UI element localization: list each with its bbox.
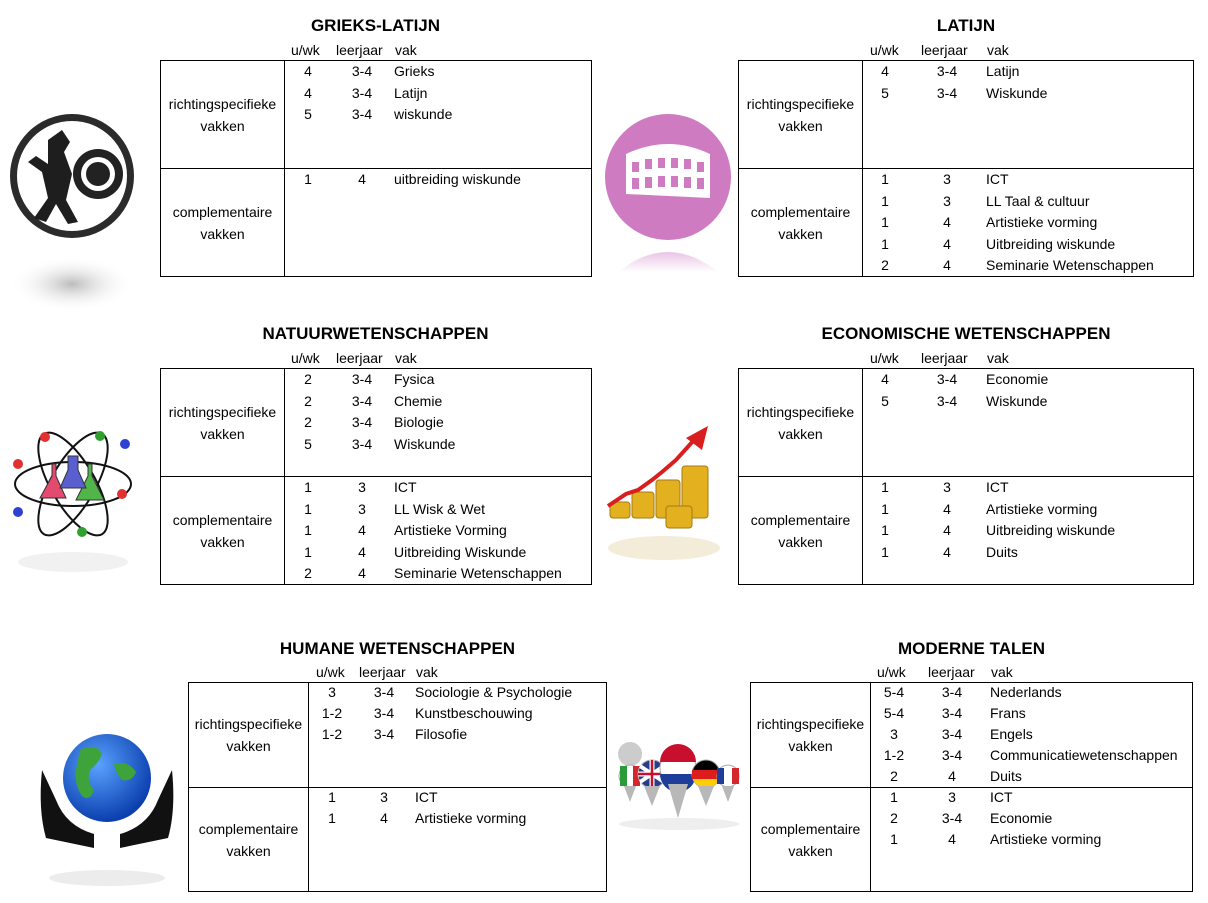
cell-uwk: 1 — [304, 171, 312, 187]
cell-leerjaar: 3-4 — [351, 392, 373, 409]
label-line: vakken — [200, 225, 245, 242]
cell-vak: uitbreiding wiskunde — [394, 171, 521, 187]
header-leerjaar: leerjaar — [336, 350, 383, 366]
cell-vak: LL Taal & cultuur — [986, 192, 1090, 209]
cell-leerjaar: 3-4 — [351, 84, 373, 101]
header-uwk: u/wk — [870, 350, 899, 366]
cell-uwk: 2 — [304, 371, 312, 387]
label-line: richtingspecifieke — [746, 403, 855, 420]
cell-uwk: 5 — [881, 84, 889, 101]
label-complementaire — [189, 788, 308, 892]
cell-leerjaar: 3-4 — [351, 435, 373, 452]
header-uwk: u/wk — [291, 350, 320, 366]
header-leerjaar: leerjaar — [336, 42, 383, 58]
cell-uwk: 1 — [328, 789, 336, 805]
cell-leerjaar: 4 — [943, 543, 951, 560]
cell-leerjaar: 4 — [943, 257, 951, 274]
cell-vak: Seminarie Wetenschappen — [986, 257, 1154, 274]
label-complementaire — [751, 788, 870, 892]
header-vak: vak — [987, 42, 1009, 58]
header-vak: vak — [416, 664, 438, 680]
cell-uwk: 1-2 — [321, 726, 343, 742]
cell-vak: Artistieke vorming — [986, 214, 1098, 231]
label-line: vakken — [200, 425, 245, 442]
cell-leerjaar: 3 — [358, 500, 366, 517]
cell-vak: Duits — [986, 543, 1018, 560]
cell-vak: Engels — [990, 726, 1033, 742]
cell-uwk: 1 — [881, 214, 889, 231]
header-leerjaar: leerjaar — [359, 664, 406, 680]
cell-vak: ICT — [990, 789, 1013, 805]
label-line: richtingspecifieke — [194, 716, 303, 732]
cell-vak: Wiskunde — [986, 392, 1048, 409]
cell-leerjaar: 3-4 — [373, 726, 395, 742]
cell-leerjaar: 3 — [948, 789, 956, 805]
cell-leerjaar: 4 — [943, 214, 951, 231]
cell-uwk: 1 — [304, 543, 312, 560]
header-leerjaar: leerjaar — [921, 350, 968, 366]
greek-warrior-icon — [6, 112, 138, 317]
label-richtingspecifieke — [739, 369, 862, 476]
cell-vak: ICT — [986, 479, 1009, 495]
cell-leerjaar: 3-4 — [373, 684, 395, 700]
label-line: vakken — [778, 225, 823, 242]
cell-leerjaar: 3-4 — [936, 392, 958, 409]
label-line: complementaire — [750, 203, 851, 220]
globe-hands-icon — [36, 730, 178, 890]
cell-uwk: 3 — [328, 684, 336, 700]
cell-vak: Uitbreiding wiskunde — [986, 522, 1116, 539]
label-line: complementaire — [760, 821, 861, 837]
cell-leerjaar: 3 — [943, 192, 951, 209]
cell-vak: Artistieke vorming — [986, 500, 1098, 517]
label-line: vakken — [200, 533, 245, 550]
section-title: NATUURWETENSCHAPPEN — [262, 324, 489, 343]
header-vak: vak — [987, 350, 1009, 366]
cell-leerjaar: 4 — [943, 500, 951, 517]
header-vak: vak — [991, 664, 1013, 680]
cell-uwk: 1 — [881, 192, 889, 209]
cell-uwk: 5 — [304, 106, 312, 123]
label-line: vakken — [778, 533, 823, 550]
header-leerjaar: leerjaar — [921, 42, 968, 58]
cell-leerjaar: 3-4 — [941, 684, 963, 700]
cell-vak: Sociologie & Psychologie — [415, 684, 573, 700]
science-atom-flasks-icon — [10, 412, 136, 578]
label-complementaire — [161, 477, 284, 584]
cell-uwk: 1 — [881, 479, 889, 495]
cell-vak: Filosofie — [415, 726, 468, 742]
cell-uwk: 4 — [304, 84, 312, 101]
cell-leerjaar: 3 — [358, 479, 366, 495]
cell-vak: Latijn — [986, 63, 1020, 79]
cell-leerjaar: 3 — [380, 789, 388, 805]
cell-uwk: 1 — [890, 831, 898, 847]
cell-uwk: 5-4 — [883, 684, 905, 700]
cell-uwk: 4 — [881, 63, 889, 79]
label-complementaire — [739, 169, 862, 276]
cell-leerjaar: 4 — [358, 522, 366, 539]
cell-uwk: 2 — [304, 392, 312, 409]
cell-leerjaar: 3-4 — [351, 106, 373, 123]
cell-leerjaar: 3-4 — [936, 84, 958, 101]
cell-leerjaar: 3-4 — [941, 810, 963, 826]
cell-uwk: 2 — [890, 810, 898, 826]
cell-vak: Biologie — [394, 414, 444, 431]
cell-uwk: 5-4 — [883, 705, 905, 721]
cell-leerjaar: 4 — [380, 810, 388, 826]
label-line: richtingspecifieke — [756, 716, 865, 732]
cell-uwk: 1 — [881, 235, 889, 252]
cell-uwk: 1 — [304, 522, 312, 539]
label-line: vakken — [200, 117, 245, 134]
cell-vak: Duits — [990, 768, 1022, 784]
cell-vak: Seminarie Wetenschappen — [394, 565, 562, 582]
cell-vak: Wiskunde — [986, 84, 1048, 101]
cell-leerjaar: 3 — [943, 171, 951, 187]
cell-vak: Chemie — [394, 392, 443, 409]
cell-vak: Artistieke vorming — [990, 831, 1102, 847]
cell-uwk: 1-2 — [883, 747, 905, 763]
header-leerjaar: leerjaar — [928, 664, 975, 680]
cell-uwk: 4 — [304, 63, 312, 79]
cell-leerjaar: 4 — [358, 565, 366, 582]
cell-vak: Communicatiewetenschappen — [990, 747, 1178, 763]
label-line: vakken — [778, 425, 823, 442]
cell-leerjaar: 4 — [948, 831, 956, 847]
label-line: complementaire — [172, 511, 273, 528]
cell-uwk: 1-2 — [321, 705, 343, 721]
section-title: ECONOMISCHE WETENSCHAPPEN — [821, 324, 1111, 343]
cell-leerjaar: 3-4 — [351, 63, 373, 79]
header-uwk: u/wk — [316, 664, 345, 680]
cell-uwk: 1 — [328, 810, 336, 826]
cell-leerjaar: 4 — [943, 522, 951, 539]
cell-uwk: 5 — [304, 435, 312, 452]
cell-leerjaar: 4 — [948, 768, 956, 784]
cell-leerjaar: 3-4 — [941, 726, 963, 742]
cell-vak: Fysica — [394, 371, 435, 387]
cell-vak: Grieks — [394, 63, 435, 79]
header-vak: vak — [395, 350, 417, 366]
label-richtingspecifieke — [161, 61, 284, 168]
cell-leerjaar: 4 — [358, 171, 366, 187]
section-title: HUMANE WETENSCHAPPEN — [279, 639, 516, 658]
cell-uwk: 1 — [881, 500, 889, 517]
cell-vak: Kunstbeschouwing — [415, 705, 533, 721]
cell-leerjaar: 3 — [943, 479, 951, 495]
cell-vak: Artistieke vorming — [415, 810, 527, 826]
cell-uwk: 2 — [304, 565, 312, 582]
cell-uwk: 1 — [304, 479, 312, 495]
cell-leerjaar: 3-4 — [936, 63, 958, 79]
cell-uwk: 1 — [881, 171, 889, 187]
label-line: complementaire — [750, 511, 851, 528]
cell-uwk: 5 — [881, 392, 889, 409]
colosseum-icon — [604, 114, 732, 284]
label-richtingspecifieke — [189, 683, 308, 787]
header-vak: vak — [395, 42, 417, 58]
cell-leerjaar: 3-4 — [941, 705, 963, 721]
cell-vak: ICT — [415, 789, 438, 805]
label-line: complementaire — [198, 821, 299, 837]
cell-vak: ICT — [986, 171, 1009, 187]
cell-vak: Economie — [990, 810, 1053, 826]
cell-uwk: 1 — [304, 500, 312, 517]
cell-leerjaar: 3-4 — [351, 414, 373, 431]
cell-uwk: 1 — [881, 543, 889, 560]
label-line: vakken — [226, 843, 271, 859]
cell-uwk: 3 — [890, 726, 898, 742]
cell-vak: ICT — [394, 479, 417, 495]
header-uwk: u/wk — [877, 664, 906, 680]
cell-vak: Uitbreiding wiskunde — [986, 235, 1116, 252]
label-richtingspecifieke — [751, 683, 870, 787]
cell-vak: Nederlands — [990, 684, 1062, 700]
cell-vak: wiskunde — [394, 106, 453, 123]
cell-uwk: 1 — [881, 522, 889, 539]
flag-pins-icon — [616, 742, 742, 832]
cell-vak: Latijn — [394, 84, 428, 101]
label-line: complementaire — [172, 203, 273, 220]
label-line: vakken — [788, 738, 833, 754]
cell-vak: Frans — [990, 705, 1026, 721]
cell-uwk: 2 — [881, 257, 889, 274]
label-richtingspecifieke — [739, 61, 862, 168]
label-line: vakken — [226, 738, 271, 754]
header-uwk: u/wk — [291, 42, 320, 58]
cell-vak: Economie — [986, 371, 1049, 387]
label-complementaire — [739, 477, 862, 584]
header-uwk: u/wk — [870, 42, 899, 58]
cell-vak: Artistieke Vorming — [394, 522, 507, 539]
section-title: LATIJN — [936, 16, 996, 35]
section-title: GRIEKS-LATIJN — [310, 16, 441, 35]
cell-leerjaar: 4 — [358, 543, 366, 560]
label-line: richtingspecifieke — [746, 95, 855, 112]
coins-chart-icon — [604, 420, 724, 570]
label-line: richtingspecifieke — [168, 95, 277, 112]
cell-leerjaar: 3-4 — [351, 371, 373, 387]
cell-leerjaar: 4 — [943, 235, 951, 252]
cell-uwk: 4 — [881, 371, 889, 387]
label-complementaire — [161, 169, 284, 276]
label-richtingspecifieke — [161, 369, 284, 476]
cell-uwk: 1 — [890, 789, 898, 805]
cell-vak: LL Wisk & Wet — [394, 500, 486, 517]
cell-vak: Wiskunde — [394, 435, 456, 452]
cell-leerjaar: 3-4 — [936, 371, 958, 387]
section-title: MODERNE TALEN — [897, 639, 1045, 658]
cell-uwk: 2 — [304, 414, 312, 431]
label-line: richtingspecifieke — [168, 403, 277, 420]
cell-leerjaar: 3-4 — [941, 747, 963, 763]
label-line: vakken — [778, 117, 823, 134]
cell-vak: Uitbreiding Wiskunde — [394, 543, 527, 560]
label-line: vakken — [788, 843, 833, 859]
cell-uwk: 2 — [890, 768, 898, 784]
cell-leerjaar: 3-4 — [373, 705, 395, 721]
